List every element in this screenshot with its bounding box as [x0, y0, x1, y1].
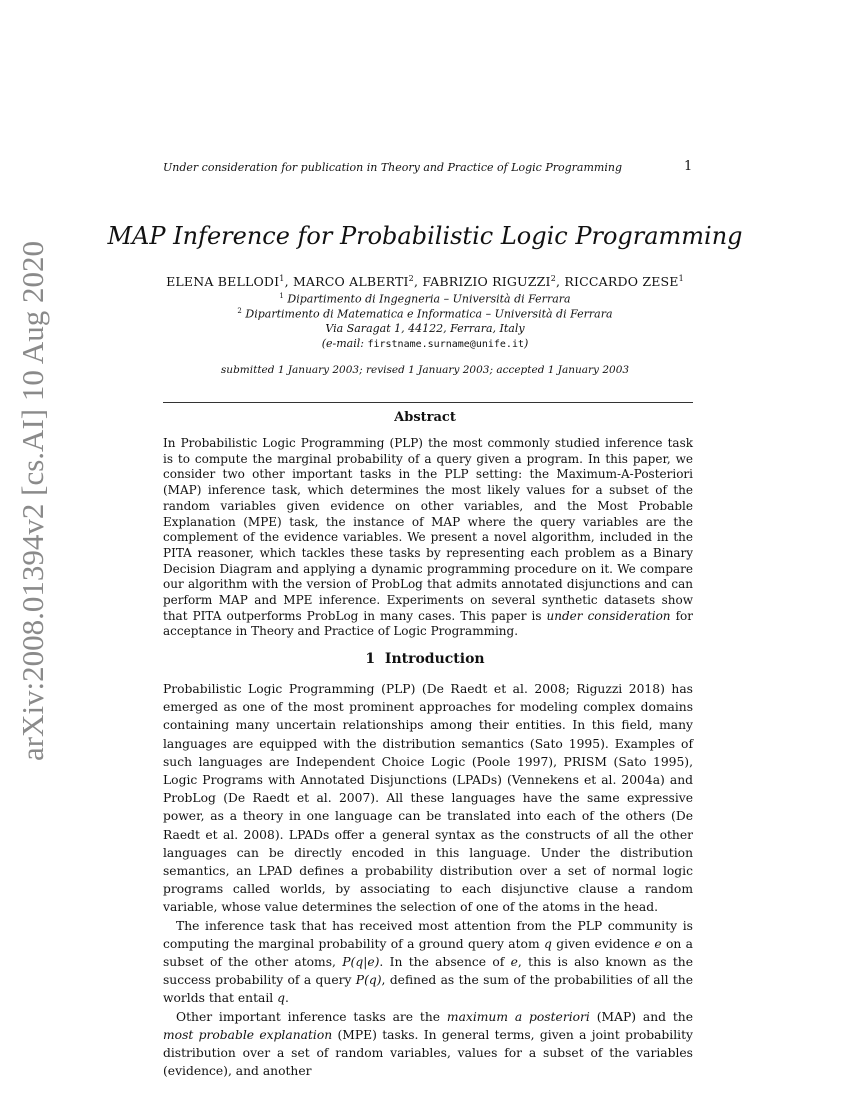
email-suffix: ) — [524, 337, 529, 350]
section-number: 1 — [365, 651, 376, 667]
page-number: 1 — [684, 159, 693, 174]
author-name: ELENA BELLODI — [166, 274, 280, 290]
affiliation-address: Via Saragat 1, 44122, Ferrara, Italy — [325, 322, 525, 335]
email-prefix: (e-mail: — [321, 337, 368, 350]
math-expr: P(q|e) — [342, 955, 380, 970]
author-name: MARCO ALBERTI — [292, 274, 409, 290]
paragraph: Probabilistic Logic Programming (PLP) (De Raedt et al. 2008; Riguzzi 2018) has emerged as one of the most prominent approaches for modeling complex domains containing many uncertain relationships among their entities. In this field, many languages are equipped with the distribution semantics (Sato 1995). Examples of such languages are Independent Choice Logic (Poole 1997), PRISM (Sato 1995), Logic Programs with Annotated Disjunctions (LPADs) (Vennekens et al. 2004a) and ProbLog (De Raedt et al. 2007). All these languages have the same expressive power, as a theory in one language can be translated into each of the others (De Raedt et al. 2008). LPADs offer a general syntax as the constructs of all the other languages can be directly encoded in this language. Under the distribution semantics, an LPAD defines a probability distribution over a set of normal logic programs called worlds, by associating to each disjunctive clause a random variable, whose value determines the selection of one of the atoms in the head. — [163, 682, 693, 915]
section-title: Introduction — [384, 651, 485, 667]
author-affiliation-mark: 1 — [279, 274, 285, 283]
abstract-text: In Probabilistic Logic Programming (PLP) the most commonly studied inference task is to compute the marginal probability of a query given a program. In this paper, we consider two other important tasks in the PLP setting: the Maximum-A-Posteriori (MAP) inference task, which determines the most likely values for a subset of the random variables given evidence on other variables, and the Most Probable Explanation (MPE) task, the instance of MAP where the query variables are the complement of the evidence variables. We present a novel algorithm, included in the PITA reasoner, which tackles these tasks by representing each problem as a Binary Decision Diagram and applying a dynamic programming procedure on it. We compare our algorithm with the version of ProbLog that admits annotated disjunctions and can perform MAP and MPE inference. Experiments on several synthetic datasets show that PITA outperforms ProbLog in many cases. This paper is — [163, 436, 693, 623]
submission-dates: submitted 1 January 2003; revised 1 January 2003; accepted 1 January 2003 — [220, 364, 630, 376]
section-heading — [0, 651, 850, 667]
math-var: q — [544, 936, 552, 951]
paragraph: The inference task that has received most attention from the PLP community is computing the marginal probability of a ground query atom q given evidence e on a subset of the other atoms, P(q|e). In the absence of e, this is also known as the success probability of a query P(q), defined as the sum of the probabilities of all the worlds that entail q. — [163, 918, 693, 1006]
paragraph: Other important inference tasks are the maximum a posteriori (MAP) and the most probable explanation (MPE) tasks. In general terms, given a joint probability distribution over a set of random variables, values for a subset of the variables (evidence), and another — [163, 1009, 693, 1079]
author-name: FABRIZIO RIGUZZI — [422, 274, 551, 290]
affiliation-number: 1 — [279, 292, 284, 300]
abstract-text-end: for acceptance in Theory and Practice of Logic Programming. — [163, 608, 694, 639]
abstract-divider — [163, 402, 693, 403]
abstract-emphasis: under consideration — [546, 608, 671, 623]
affiliation-2 — [0, 307, 850, 321]
author-name: RICCARDO ZESE — [564, 274, 679, 290]
affiliation-text: Dipartimento di Matematica e Informatica – Università di Ferrara — [245, 307, 613, 321]
arxiv-stamp-text: arXiv:2008.01394v2 [cs.AI] 10 Aug 2020 — [15, 240, 50, 762]
math-var: q — [277, 991, 285, 1006]
email-address: firstname.surname@unife.it — [367, 339, 524, 350]
math-var: e — [510, 955, 518, 970]
affiliation-number: 2 — [237, 307, 242, 315]
running-head: Under consideration for publication in Theory and Practice of Logic Programming — [163, 161, 622, 174]
arxiv-stamp — [8, 240, 58, 762]
author-affiliation-mark: 1 — [678, 274, 684, 283]
emphasis: most probable explanation — [163, 1027, 333, 1042]
paper-title: MAP Inference for Probabilistic Logic Programming — [107, 222, 743, 250]
author-list: ELENA BELLODI$^1$, MARCO ALBERTI$^2$, FABRIZIO RIGUZZI$^2$, RICCARDO ZESE$^1$ — [166, 274, 684, 290]
introduction-body — [163, 680, 693, 1080]
abstract-body — [163, 436, 693, 640]
math-expr: P(q) — [355, 973, 382, 988]
affiliation-text: Dipartimento di Ingegneria – Università di Ferrara — [287, 292, 571, 306]
author-affiliation-mark: 2 — [408, 274, 414, 283]
abstract-heading: Abstract — [394, 410, 456, 425]
contact-email-line — [0, 337, 850, 350]
emphasis: maximum a posteriori — [446, 1009, 590, 1024]
math-var: e — [654, 936, 662, 951]
affiliation-1 — [0, 292, 850, 306]
author-affiliation-mark: 2 — [550, 274, 556, 283]
